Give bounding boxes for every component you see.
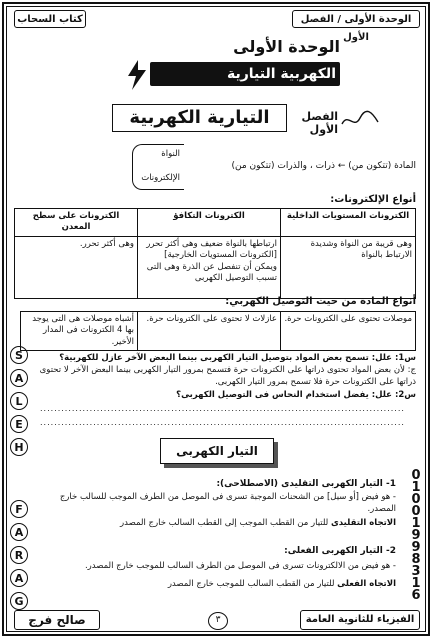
unit-subtitle: الكهربية التيارية والكهرومغناطيسية xyxy=(150,62,340,86)
col-surface-electrons: الكترونات على سطح المعدن xyxy=(15,209,138,237)
conventional-heading: 1- التيار الكهربى التقليدى (الاصطلاحى): xyxy=(216,479,396,489)
side-letter-a: A xyxy=(10,369,28,387)
side-letter-r: R xyxy=(10,546,28,564)
phone-digit: 6 xyxy=(411,588,421,603)
side-letter-f: F xyxy=(10,500,28,518)
phone-digit: 9 xyxy=(411,528,421,543)
phone-digit: 1 xyxy=(411,576,421,591)
side-letter-l: L xyxy=(10,392,28,410)
phone-digit: 9 xyxy=(411,540,421,555)
matter-line: المادة (تتكون من) ← ذرات ، والذرات (تتكون من) xyxy=(231,161,416,171)
phone-digit: 8 xyxy=(411,552,421,567)
phone-digit: 0 xyxy=(411,468,421,483)
conventional-direction-text: للتيار من القطب الموجب إلى القطب السالب خارج المصدر xyxy=(120,518,329,528)
footer-subject-box: الفيزياء للثانوية العامة xyxy=(300,610,420,630)
electron-types-heading: أنواع الإلكترونات: xyxy=(330,194,416,205)
conduction-types-table xyxy=(20,311,416,351)
phone-digit: 3 xyxy=(411,564,421,579)
q1-question: س1: علل: تسمح بعض المواد بتوصيل التيار الكهربى بينما البعض الآخر عازل للكهربية؟ xyxy=(59,353,416,363)
answer-line-2: ....................................................................................................... xyxy=(40,418,405,427)
phone-digit: 0 xyxy=(411,492,421,507)
electron-types-table xyxy=(14,208,416,299)
phone-digit: 0 xyxy=(411,504,421,519)
current-box-title: التيار الكهربى xyxy=(160,438,274,464)
conduction-types-heading: أنواع المادة من حيث التوصيل الكهربي: xyxy=(225,296,416,307)
chapter-label: الفصل الأول xyxy=(301,110,338,136)
actual-text: - هو فيض من الالكترونات تسرى فى الموصل من الطرف السالب للموجب خارج المصدر. xyxy=(84,561,396,571)
answer-line-1: ....................................................................................................... xyxy=(40,404,405,413)
actual-direction xyxy=(60,578,396,590)
cell-inner-electrons: وهى قريبة من النواة وشديدة الارتباط بالنواة xyxy=(281,236,416,298)
actual-direction-label: الاتجاه الفعلى xyxy=(337,579,396,589)
chapter-title: التيارية الكهربية xyxy=(112,104,287,132)
side-letter-s: S xyxy=(10,346,28,364)
col-valence-electrons: الكترونات التكافؤ xyxy=(138,209,281,237)
cell-surface-electrons: وهى أكثر تحرر. xyxy=(15,236,138,298)
header-unit-box: الوحدة الأولى / الفصل الأول xyxy=(292,10,420,28)
side-letter-g: G xyxy=(10,592,28,610)
unit-title: الوحدة الأولى xyxy=(233,37,340,56)
cell-semiconductors: أشباه موصلات هى التى يوجد بها 4 الكترونات فى المدار الأخير. xyxy=(21,312,138,351)
lightning-icon xyxy=(124,58,150,92)
conventional-direction xyxy=(38,517,396,529)
conventional-text: - هو فيض [أو سيل] من الشحنات الموجبة تسرى فى الموصل من الطرف الموجب للسالب خارج المصدر. xyxy=(59,492,396,515)
phone-digit: 1 xyxy=(411,480,421,495)
cell-valence-electrons: ارتباطها بالنواة ضعيف وهى أكثر تحرر [الكترونات المستويات الخارجية] ويمكن أن تنفصل عن الذرة وهى التى تسبب التوصيل الكهربى xyxy=(138,236,281,298)
page-number: ٣ xyxy=(208,612,228,630)
q2-question: س2: علل: يفضل استخدام النحاس فى التوصيل الكهربى؟ xyxy=(176,390,416,400)
header-book-box: كتاب السحاب xyxy=(14,10,86,28)
side-letter-a3: A xyxy=(10,569,28,587)
cell-conductors: موصلات تحتوى على الكترونات حرة. xyxy=(281,312,416,351)
side-letter-e: E xyxy=(10,415,28,433)
cell-insulators: عازلات لا تحتوى على الكترونات حرة. xyxy=(138,312,281,351)
handwritten-mark-icon xyxy=(340,108,380,132)
branch-nucleus: النواة xyxy=(161,149,180,159)
col-inner-electrons: الكترونات المستويات الداخلية xyxy=(281,209,416,237)
q1-answer: ج: لأن بعض المواد تحتوى ذراتها على الكترونات حرة فتسمح بمرور التيار الكهربى بينما البعض الآخر لا تحتوى ذراتها على الكترونات حرة فلا تسمح بمرور التيار الكهربى. xyxy=(39,365,416,388)
branch-electrons: الإلكترونات xyxy=(141,173,180,183)
footer-author-box: صالح فرج xyxy=(14,610,100,630)
conventional-direction-label: الاتجاه التقليدى xyxy=(330,518,396,528)
side-letter-a2: A xyxy=(10,523,28,541)
phone-digit: 1 xyxy=(411,516,421,531)
actual-direction-text: للتيار من القطب السالب للموجب خارج المصدر xyxy=(167,579,335,589)
side-letter-h: H xyxy=(10,438,28,456)
actual-heading: 2- التيار الكهربى الفعلى: xyxy=(284,546,396,556)
